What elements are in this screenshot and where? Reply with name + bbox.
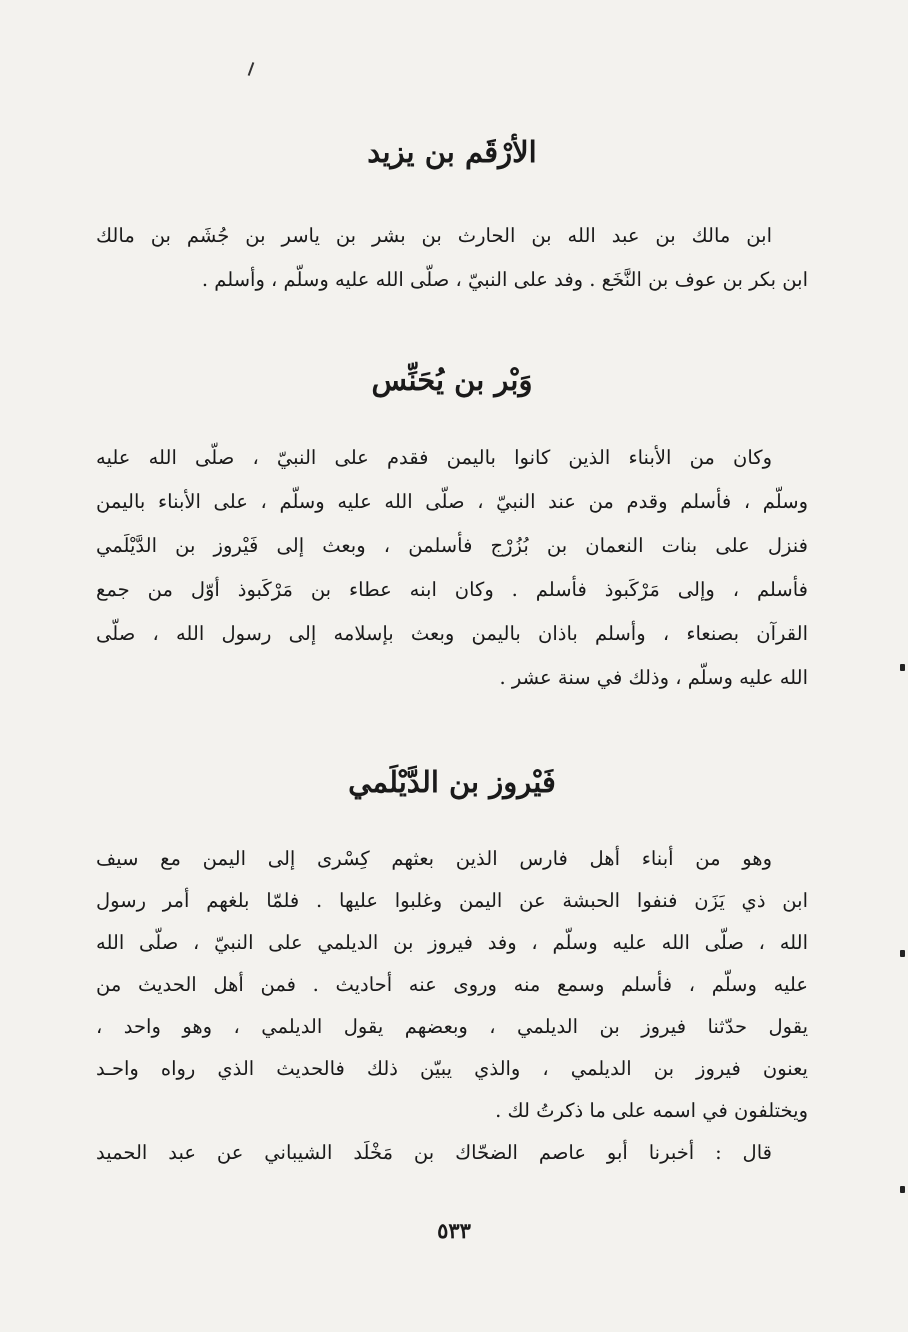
paragraph-arqam bbox=[96, 214, 808, 302]
section-heading-wabr: وَبْر بن يُحَنِّس bbox=[371, 363, 533, 397]
text-line: ابن بكر بن عوف بن النَّخَع . وفد على النبيّ ، صلّى الله عليه وسلّم ، وأسلم . bbox=[201, 268, 808, 291]
text-line: يعنون فيروز بن الديلمي ، والذي يبيّن ذلك فالحديث الذي رواه واحـد bbox=[96, 1057, 808, 1080]
book-page bbox=[96, 0, 808, 1332]
text-line: ابن ذي يَزَن فنفوا الحبشة عن اليمن وغلبوا عليها . فلمّا بلغهم أمر رسول bbox=[96, 889, 808, 912]
text-line: فنزل على بنات النعمان بن بُزُرْج فأسلمن ، وبعث إلى فَيْروز بن الدَّيْلَمي bbox=[96, 534, 808, 557]
page-number: ٥٣٣ bbox=[437, 1218, 471, 1243]
paragraph-fayruz bbox=[96, 838, 808, 1174]
text-line: ابن مالك بن عبد الله بن الحارث بن بشر بن ياسر بن جُشَم بن مالك bbox=[96, 224, 772, 247]
paragraph-wabr bbox=[96, 436, 808, 700]
edge-speck bbox=[900, 1186, 905, 1193]
text-line: فأسلم ، وإلى مَرْكَبوذ فأسلم . وكان ابنه عطاء بن مَرْكَبوذ أوّل من جمع bbox=[96, 578, 808, 601]
edge-speck bbox=[900, 950, 905, 957]
section-heading-arqam: الأرْقَم بن يزيد bbox=[367, 135, 537, 169]
text-line: وهو من أبناء أهل فارس الذين بعثهم كِسْرى إلى اليمن مع سيف bbox=[96, 847, 772, 870]
text-line: عليه وسلّم ، فأسلم وسمع منه وروى عنه أحاديث . فمن أهل الحديث من bbox=[96, 973, 808, 996]
edge-speck bbox=[900, 664, 905, 671]
text-line: وكان من الأبناء الذين كانوا باليمن فقدم على النبيّ ، صلّى الله عليه bbox=[96, 446, 772, 469]
text-line: وسلّم ، فأسلم وقدم من عند النبيّ ، صلّى الله عليه وسلّم ، على الأبناء باليمن bbox=[96, 490, 808, 513]
text-line: قال : أخبرنا أبو عاصم الضحّاك بن مَخْلَد الشيباني عن عبد الحميد bbox=[96, 1141, 772, 1164]
text-line: الله ، صلّى الله عليه وسلّم ، وفد فيروز بن الديلمي على النبيّ ، صلّى الله bbox=[96, 931, 808, 954]
section-heading-fayruz: فَيْروز بن الدَّيْلَمي bbox=[348, 765, 556, 799]
text-line: ويختلفون في اسمه على ما ذكرتُ لك . bbox=[495, 1099, 808, 1122]
text-line: يقول حدّثنا فيروز بن الديلمي ، وبعضهم يقول الديلمي ، وهو واحد ، bbox=[96, 1015, 808, 1038]
text-line: الله عليه وسلّم ، وذلك في سنة عشر . bbox=[499, 666, 808, 689]
text-line: القرآن بصنعاء ، وأسلم باذان باليمن وبعث بإسلامه إلى رسول الله ، صلّى bbox=[96, 622, 808, 645]
